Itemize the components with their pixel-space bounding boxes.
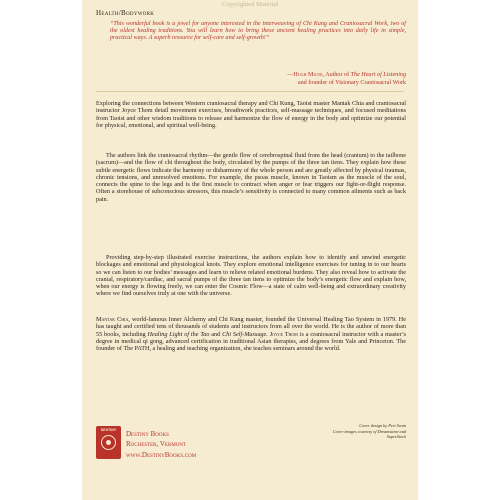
author-bio <box>96 316 406 352</box>
description-paragraph: The authors link the craniosacral rhythm—the gentle flow of cerebrospinal fluid from the head (cranium) to the tailbone (sacrum)—and the flow of chi throughout the body, circulated by the pumps of the three tan tiens. They explain how these subtle energetic flows indicate the harmony or disharmony of the whole person and are greatly affected by physical traumas, chronic tensions, and unresolved emotions. For example, the psoas muscle, known in Taoism as the muscle of the soul, connects the spine to the legs and is the first muscle to contract when anger or fear triggers our fight-or-flight response. Often a storehouse of subconscious stressors, this muscle’s sensitivity is connected to many common ailments such as back pain. <box>96 152 406 203</box>
back-cover <box>82 0 418 500</box>
description-paragraph: Providing step-by-step illustrated exercise instructions, the authors explain how to identify and unwind energetic blockages and emotional and physiological knots. They explore emotional intelligence exercises for tuning in to our hearts so we can listen to our bodies’ messages and learn to relieve related emotional burdens. They also reveal how to activate the cranial, respiratory/cardiac, and sacral pumps of the three tan tiens to optimize the body’s energetic flow and explain how, when our energy is flowing freely, we can enter the Cosmic Flow—a state of calm well-being and extraordinary creativity where we find ourselves truly at one with the universe. <box>96 254 406 298</box>
author-bio-text: is a craniosacral instructor with a master’s degree in medical qi gong, advanced certification in traditional Asian therapies, and degrees from Yale and Princeton. The founder of The PATH, a healing and teaching organization, she teaches seminars around the world. <box>96 330 407 352</box>
endorsement-author: Hugh Milne <box>293 72 323 78</box>
endorsement-quote: “This wonderful book is a jewel for anyone interested in the interweaving of Chi Kung and Craniosacral Work, two of the oldest healing traditions. You will learn how to bring these ancient healing practices into daily life in simple, practical ways. A superb resource for self-care and self-growth!” <box>110 21 406 42</box>
description-paragraph: Exploring the connections between Western craniosacral therapy and Chi Kung, Taoist master Mantak Chia and craniosacral instructor Joyce Thom detail movement exercises, breathwork practices, self-massage techniques, and focused meditations from Taoist and other wisdom traditions to release and harmonize the flow of energy in the body and optimize our potential for physical, emotional, and spiritual well-being. <box>96 100 406 129</box>
cover-image-credit: Cover images courtesy of Dreamstime and SuperStock <box>332 429 406 439</box>
copyright-notice: Copyrighted Material <box>221 1 279 8</box>
book-title: Chi Self-Massage. <box>222 330 268 338</box>
author-name-chia: Mantak Chia <box>96 316 129 323</box>
cover-design-credit: Cover design by Peri Swan <box>359 423 406 428</box>
author-bio-text: , world-famous Inner Alchemy and Chi Kung master, founded the Universal Healing Tao System in 1979. He has taught and certified tens of thousands of students and instructors from all over the world. He is the author of more than 55 books, including <box>96 316 406 338</box>
endorsement-attribution-line2: and founder of Visionary Craniosacral Work <box>297 80 406 86</box>
publisher-url[interactable]: www.DestinyBooks.com <box>126 451 197 459</box>
publisher-logo-text: DESTINY <box>100 428 117 432</box>
publisher-name: Destiny Books <box>126 430 169 438</box>
endorsement-attribution: —Hugh Milne, Author of The Heart of Listening <box>287 72 406 78</box>
publisher-location: Rochester, Vermont <box>126 440 187 448</box>
book-title: Healing Light of the Tao <box>147 330 210 338</box>
author-bio-text: and <box>209 330 223 338</box>
category-label: Health/Bodywork <box>96 9 155 17</box>
publisher-logo-icon <box>101 435 116 450</box>
endorsement-author-prefix: Author of <box>325 72 350 78</box>
author-name-thom: Joyce Thom <box>269 330 298 338</box>
divider <box>96 91 404 92</box>
endorsement-book-title: The Heart of Listening <box>350 72 406 78</box>
publisher-logo <box>96 426 121 459</box>
